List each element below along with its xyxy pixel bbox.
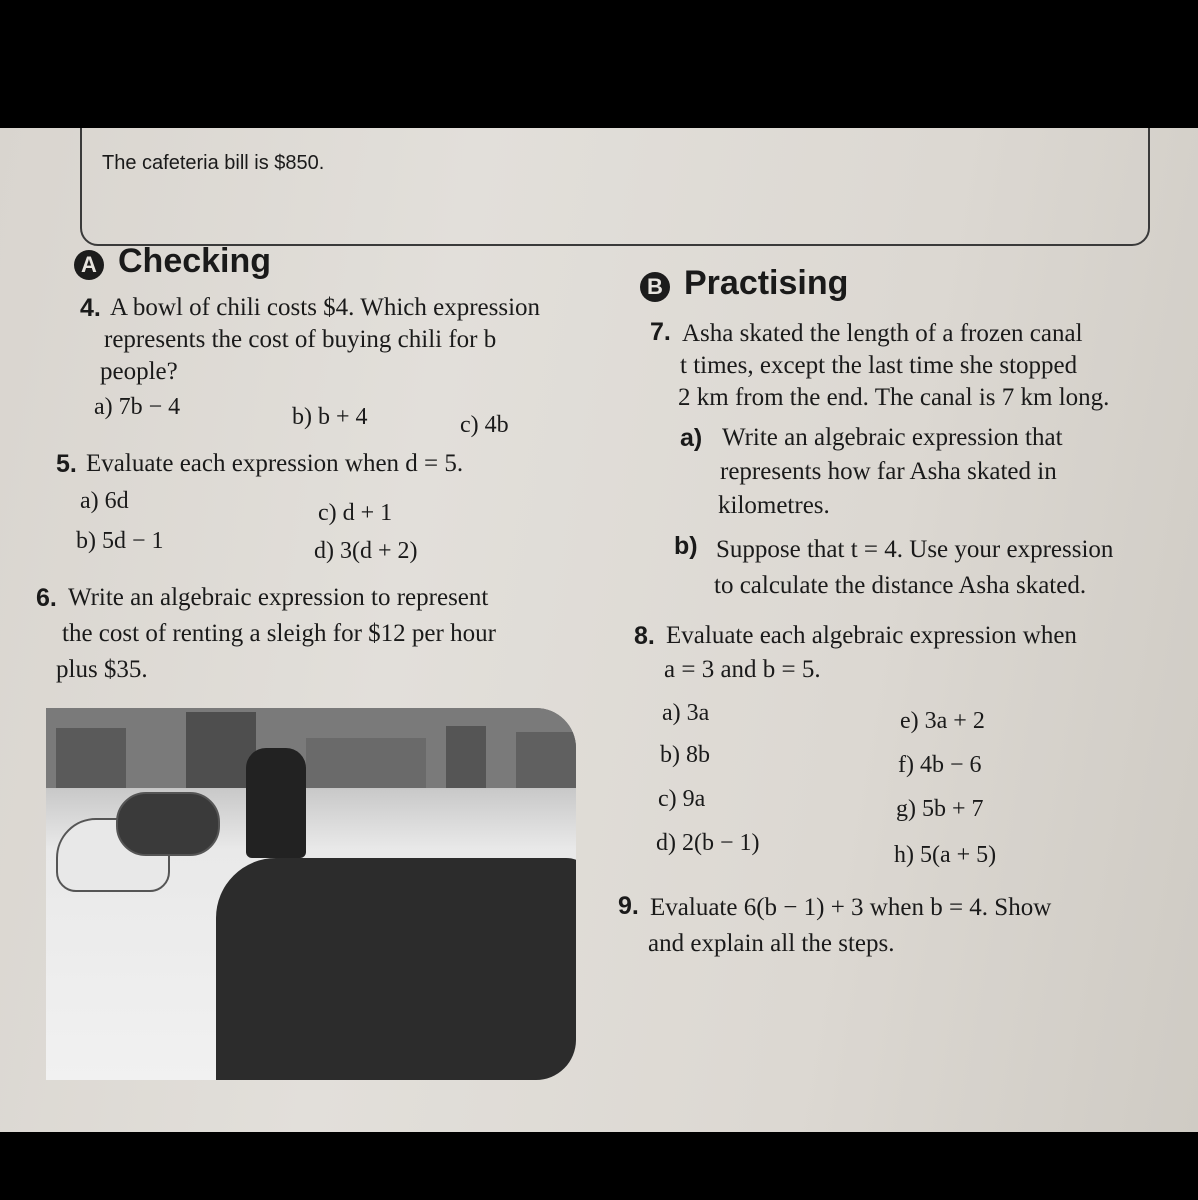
q7-number: 7.: [650, 318, 671, 346]
q4-line-2: represents the cost of buying chili for b: [104, 326, 497, 353]
q5-option-a: a) 6d: [80, 488, 129, 514]
q8-option-h: h) 5(a + 5): [894, 842, 997, 868]
q5-option-c: c) d + 1: [318, 500, 393, 526]
q5-number: 5.: [56, 450, 77, 478]
section-b-badge: B: [640, 272, 670, 302]
textbook-page: [0, 128, 1198, 1132]
section-b-title: Practising: [684, 264, 849, 302]
q4-option-b: b) b + 4: [292, 404, 368, 430]
q6-line-3: plus $35.: [56, 656, 148, 683]
sleigh-ride-photo: [46, 708, 576, 1080]
q7b-line-1: Suppose that t = 4. Use your expression: [716, 536, 1114, 563]
q7a-line-3: kilometres.: [718, 492, 830, 519]
q8-option-a: a) 3a: [662, 700, 710, 726]
q7a-label: a): [680, 424, 703, 452]
dark-horse: [116, 792, 220, 856]
q4-line-1: A bowl of chili costs $4. Which expression: [110, 294, 541, 321]
q8-option-e: e) 3a + 2: [900, 708, 985, 734]
q7a-line-1: Write an algebraic expression that: [722, 424, 1063, 451]
q4-number: 4.: [80, 294, 101, 322]
q8-number: 8.: [634, 622, 655, 650]
q7a-line-2: represents how far Asha skated in: [720, 458, 1057, 485]
city-skyline: [46, 708, 576, 788]
q7b-line-2: to calculate the distance Asha skated.: [714, 572, 1087, 599]
section-a-heading: [74, 242, 271, 281]
q8-line-1: Evaluate each algebraic expression when: [666, 622, 1077, 649]
q7-line-2: t times, except the last time she stopped: [680, 352, 1078, 379]
q4-line-3: people?: [100, 358, 178, 385]
q8-option-g: g) 5b + 7: [896, 796, 984, 822]
q7b-label: b): [674, 532, 698, 560]
q5-option-b: b) 5d − 1: [76, 528, 164, 554]
passenger-crowd: [216, 858, 576, 1080]
q8-option-b: b) 8b: [660, 742, 710, 768]
q6-number: 6.: [36, 584, 57, 612]
q4-option-c: c) 4b: [460, 412, 509, 438]
q7-line-1: Asha skated the length of a frozen canal: [682, 320, 1083, 347]
q8-option-c: c) 9a: [658, 786, 706, 812]
q5-text: Evaluate each expression when d = 5.: [86, 450, 464, 477]
q8-option-d: d) 2(b − 1): [656, 830, 760, 856]
q8-line-2: a = 3 and b = 5.: [664, 656, 821, 683]
q9-number: 9.: [618, 892, 639, 920]
section-b-heading: [640, 264, 848, 303]
q6-line-2: the cost of renting a sleigh for $12 per hour: [62, 620, 496, 647]
q7-line-3: 2 km from the end. The canal is 7 km long.: [678, 384, 1110, 411]
section-a-title: Checking: [118, 242, 272, 280]
section-a-badge: A: [74, 250, 104, 280]
q4-option-a: a) 7b − 4: [94, 394, 181, 420]
bill-text: The cafeteria bill is $850.: [102, 152, 325, 174]
q5-option-d: d) 3(d + 2): [314, 538, 418, 564]
q6-line-1: Write an algebraic expression to represent: [68, 584, 489, 611]
sleigh-driver: [246, 748, 306, 858]
q9-line-1: Evaluate 6(b − 1) + 3 when b = 4. Show: [650, 894, 1052, 921]
q9-line-2: and explain all the steps.: [648, 930, 895, 957]
answer-box: [80, 128, 1150, 246]
q8-option-f: f) 4b − 6: [898, 752, 982, 778]
